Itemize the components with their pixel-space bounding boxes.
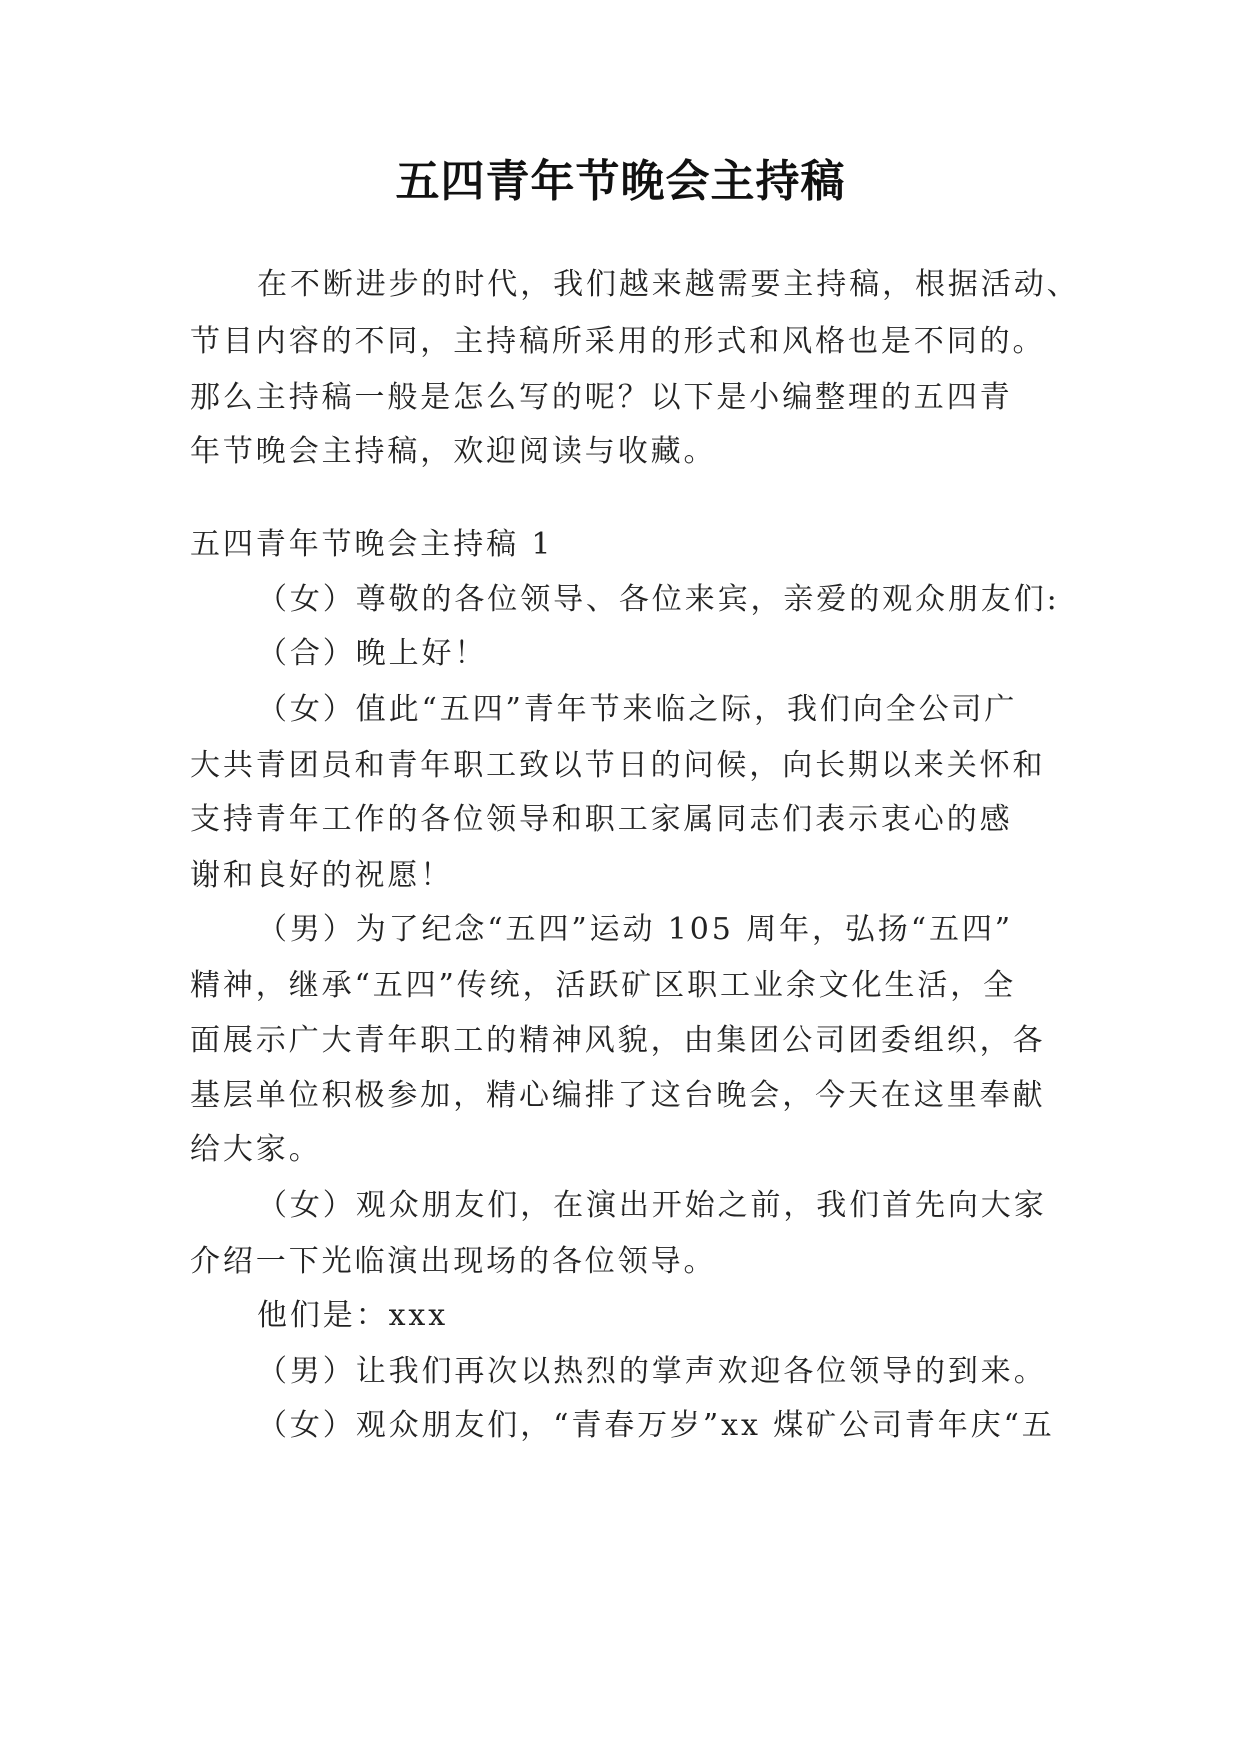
script-line: （男）让我们再次以热烈的掌声欢迎各位领导的到来。 [257,1354,1047,1389]
script-line: 面展示广大青年职工的精神风貌，由集团公司团委组织，各 [190,1023,1046,1058]
script-line: 基层单位积极参加，精心编排了这台晚会，今天在这里奉献 [190,1078,1046,1113]
intro-line: 在不断进步的时代，我们越来越需要主持稿，根据活动、 [257,267,1080,302]
script-line: 介绍一下光临演出现场的各位领导。 [190,1244,717,1279]
intro-line: 那么主持稿一般是怎么写的呢？以下是小编整理的五四青 [190,380,1013,415]
script-line: 大共青团员和青年职工致以节日的问候，向长期以来关怀和 [190,748,1046,783]
script-line: （女）观众朋友们，在演出开始之前，我们首先向大家 [257,1188,1047,1223]
script-line: 给大家。 [190,1132,322,1167]
document-title: 五四青年节晚会主持稿 [395,156,846,207]
intro-line: 年节晚会主持稿，欢迎阅读与收藏。 [190,434,717,469]
script-line: 支持青年工作的各位领导和职工家属同志们表示衷心的感 [190,802,1013,837]
script-line: （男）为了纪念“五四”运动 105 周年，弘扬“五四” [257,912,1013,947]
script-line: （女）观众朋友们，“青春万岁”xx 煤矿公司青年庆“五 [257,1408,1055,1443]
script-line: 他们是：xxx [257,1298,449,1333]
intro-line: 节目内容的不同，主持稿所采用的形式和风格也是不同的。 [190,324,1046,359]
script-line: 精神，继承“五四”传统，活跃矿区职工业余文化生活，全 [190,968,1017,1003]
script-line: （合）晚上好！ [257,636,488,671]
script-line: 谢和良好的祝愿！ [190,858,454,893]
section-heading: 五四青年节晚会主持稿 1 [190,527,554,562]
script-line: （女）值此“五四”青年节来临之际，我们向全公司广 [257,692,1018,727]
script-line: （女）尊敬的各位领导、各位来宾，亲爱的观众朋友们: [257,582,1060,617]
